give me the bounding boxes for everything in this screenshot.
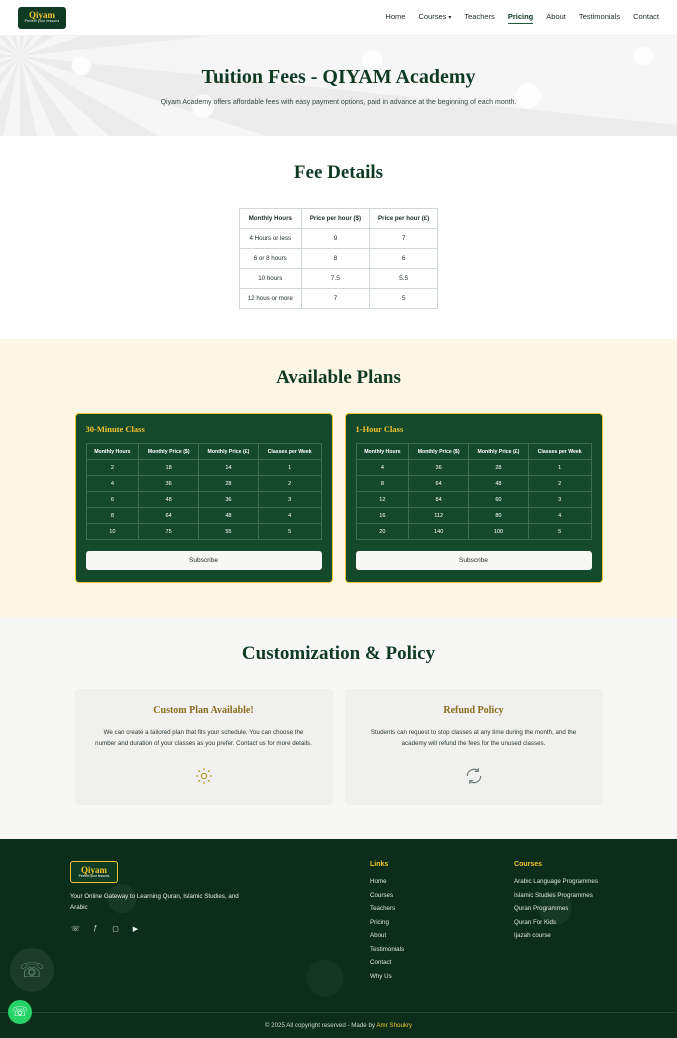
plan-cell: 3 [258, 492, 321, 508]
footer-link-pricing[interactable]: Pricing [370, 918, 389, 926]
plan-cell: 14 [199, 460, 259, 476]
nav-item-teachers[interactable]: Teachers [464, 12, 495, 21]
footer-link-contact[interactable]: Contact [370, 959, 392, 966]
footer-link-teachers[interactable]: Teachers [370, 905, 396, 912]
nav-item-pricing[interactable]: Pricing [507, 12, 534, 21]
customization-policy-section [0, 617, 677, 839]
plan-cell: 8 [356, 476, 409, 492]
plan-cell: 1 [258, 460, 321, 476]
plan-cell: 4 [528, 508, 591, 524]
plan-cell: 48 [199, 508, 259, 524]
table-row [86, 492, 321, 508]
social-links [70, 923, 260, 934]
plan-cell: 1 [528, 460, 591, 476]
whatsapp-float-button[interactable]: ☏ [8, 1000, 32, 1024]
plan-header-gbp: Monthly Price (£) [469, 444, 529, 460]
fee-cell: 6 [370, 249, 438, 269]
fee-cell: 5 [370, 289, 438, 309]
footer-course-ijazah[interactable]: Ijazah course [514, 932, 551, 939]
plan-card-30-minute [75, 413, 333, 583]
footer-link-courses[interactable]: Courses [370, 891, 394, 899]
nav-item-testimonials[interactable]: Testimonials [578, 12, 621, 21]
plan-card-title: 30-Minute Class [85, 424, 145, 434]
plans-title: Available Plans [276, 367, 401, 388]
whatsapp-ghost-icon: ☏ [10, 948, 54, 992]
page-title: Tuition Fees - QIYAM Academy [201, 66, 476, 88]
fee-header-gbp: Price per hour (£) [370, 209, 438, 229]
site-logo[interactable] [18, 7, 66, 29]
customization-title: Customization & Policy [241, 643, 436, 664]
footer-course-quran[interactable]: Quran Programmes [514, 905, 569, 912]
nav-item-contact[interactable]: Contact [633, 12, 659, 21]
plan-cell: 112 [409, 508, 469, 524]
table-row [356, 476, 591, 492]
table-row [239, 229, 438, 249]
plan-cell: 36 [409, 460, 469, 476]
top-navbar [0, 0, 677, 36]
fee-cell: 6 or 8 hours [239, 249, 301, 269]
plan-card-title: 1-Hour Class [355, 424, 404, 434]
refund-policy-title: Refund Policy [443, 705, 504, 716]
plan-table-30-minute [86, 443, 322, 540]
table-row [86, 476, 321, 492]
plan-cell: 64 [409, 476, 469, 492]
plan-cell: 5 [528, 524, 591, 540]
fee-cell: 10 hours [239, 269, 301, 289]
logo-tagline: Perfect your lessons [24, 19, 60, 24]
plan-cell: 4 [86, 476, 139, 492]
nav-item-courses-label: Courses [418, 12, 447, 21]
footer-link-about[interactable]: About [370, 932, 387, 939]
facebook-icon[interactable]: ƒ [93, 925, 98, 933]
available-plans-section [0, 339, 677, 617]
plan-cell: 55 [199, 524, 259, 540]
fee-details-table [239, 208, 439, 309]
plan-cell: 100 [469, 524, 529, 540]
footer-tagline: Your Online Gateway to Learning Quran, Islamic Studies, and Arabic [70, 893, 239, 911]
plan-cell: 8 [86, 508, 139, 524]
table-row [356, 524, 591, 540]
plan-header-usd: Monthly Price ($) [139, 444, 199, 460]
hero-subtitle: Qiyam Academy offers affordable fees with easy payment options, paid in advance at the beginning of each month. [160, 99, 517, 106]
hero-banner [0, 36, 677, 136]
copyright-author-link[interactable]: Amr Shoukry [376, 1022, 413, 1029]
footer-course-islamic-studies[interactable]: Islamic Studies Programmes [514, 891, 593, 899]
table-row [356, 460, 591, 476]
fee-cell: 7.5 [301, 269, 369, 289]
footer-link-why-us[interactable]: Why Us [370, 972, 392, 980]
subscribe-button-1-hour[interactable]: Subscribe [356, 551, 592, 570]
custom-plan-text: We can create a tailored plan that fits your schedule. You can choose the number and duration of your classes as you prefer. Contact us for more details. [95, 729, 312, 747]
table-row [86, 460, 321, 476]
fee-header-usd: Price per hour ($) [301, 209, 369, 229]
plan-cell: 16 [356, 508, 409, 524]
footer-link-testimonials[interactable]: Testimonials [370, 945, 405, 953]
table-row [356, 492, 591, 508]
plan-cell: 20 [356, 524, 409, 540]
fee-header-hours: Monthly Hours [239, 209, 301, 229]
footer-course-arabic[interactable]: Arabic Language Programmes [514, 878, 598, 885]
fee-cell: 8 [301, 249, 369, 269]
plan-table-1-hour [356, 443, 592, 540]
nav-item-courses[interactable] [418, 12, 451, 23]
youtube-icon[interactable]: ▶ [132, 925, 139, 933]
table-header-row [239, 209, 438, 229]
plan-cell: 36 [199, 492, 259, 508]
footer-logo-name: Qiyam [81, 864, 107, 875]
plan-cell: 140 [409, 524, 469, 540]
plan-cell: 10 [86, 524, 139, 540]
nav-item-about[interactable]: About [546, 12, 566, 21]
plan-cell: 3 [528, 492, 591, 508]
refresh-icon [464, 754, 484, 791]
plan-cell: 2 [86, 460, 139, 476]
fee-details-section [0, 136, 677, 339]
table-row [356, 508, 591, 524]
custom-plan-title: Custom Plan Available! [153, 705, 254, 716]
custom-plan-card [75, 689, 333, 805]
plan-cell: 80 [469, 508, 529, 524]
fee-cell: 7 [301, 289, 369, 309]
plan-header-usd: Monthly Price ($) [409, 444, 469, 460]
instagram-icon[interactable]: ▢ [112, 925, 119, 933]
fee-cell: 12 hous or more [239, 289, 301, 309]
plan-cell: 2 [528, 476, 591, 492]
table-row [86, 508, 321, 524]
chevron-down-icon: ▾ [448, 15, 452, 21]
fee-details-title: Fee Details [293, 162, 384, 183]
plan-cell: 48 [469, 476, 529, 492]
nav-item-home[interactable]: Home [385, 12, 406, 21]
footer-courses-title: Courses [514, 861, 543, 868]
footer-course-quran-kids[interactable]: Quran For Kids [514, 918, 556, 926]
plan-cell: 5 [258, 524, 321, 540]
plan-cell: 84 [409, 492, 469, 508]
fee-cell: 5.5 [370, 269, 438, 289]
footer-logo[interactable] [70, 861, 118, 883]
plan-cell: 48 [139, 492, 199, 508]
nav-links [385, 12, 659, 23]
footer-brand [70, 861, 260, 986]
plan-cell: 4 [258, 508, 321, 524]
logo-name: Qiyam [29, 10, 55, 21]
whatsapp-icon[interactable]: ☏ [71, 925, 80, 933]
fee-cell: 9 [301, 229, 369, 249]
table-header-row [86, 444, 321, 460]
footer-link-home[interactable]: Home [370, 878, 387, 885]
plan-cell: 28 [199, 476, 259, 492]
plan-cell: 60 [469, 492, 529, 508]
gear-icon [194, 754, 214, 791]
footer-links-title: Links [370, 861, 389, 868]
plan-cell: 28 [469, 460, 529, 476]
table-row [239, 249, 438, 269]
plan-cell: 12 [356, 492, 409, 508]
plan-header-hours: Monthly Hours [86, 444, 139, 460]
plan-card-1-hour [345, 413, 603, 583]
table-row [239, 289, 438, 309]
plan-header-hours: Monthly Hours [356, 444, 409, 460]
copyright-text: © 2025 All copyright reserved - Made by [264, 1022, 377, 1029]
plan-cell: 18 [139, 460, 199, 476]
copyright-bar [0, 1012, 677, 1038]
table-row [239, 269, 438, 289]
plan-cell: 75 [139, 524, 199, 540]
site-footer [0, 839, 677, 1038]
footer-logo-tagline: Perfect your lessons [78, 873, 110, 878]
plan-cell: 64 [139, 508, 199, 524]
fee-cell: 7 [370, 229, 438, 249]
plan-header-gbp: Monthly Price (£) [199, 444, 259, 460]
refund-policy-text: Students can request to stop classes at any time during the month, and the academy will refund the fees for the unused classes. [370, 729, 577, 747]
table-header-row [356, 444, 591, 460]
fee-cell: 4 Hours or less [239, 229, 301, 249]
subscribe-button-30-minute[interactable]: Subscribe [86, 551, 322, 570]
plan-header-classes: Classes per Week [258, 444, 321, 460]
footer-courses-column [514, 861, 598, 986]
plan-cell: 6 [86, 492, 139, 508]
plan-cell: 4 [356, 460, 409, 476]
plan-cell: 36 [139, 476, 199, 492]
table-row [86, 524, 321, 540]
plan-header-classes: Classes per Week [528, 444, 591, 460]
footer-links-column [370, 861, 404, 986]
refund-policy-card [345, 689, 603, 805]
plan-cell: 2 [258, 476, 321, 492]
